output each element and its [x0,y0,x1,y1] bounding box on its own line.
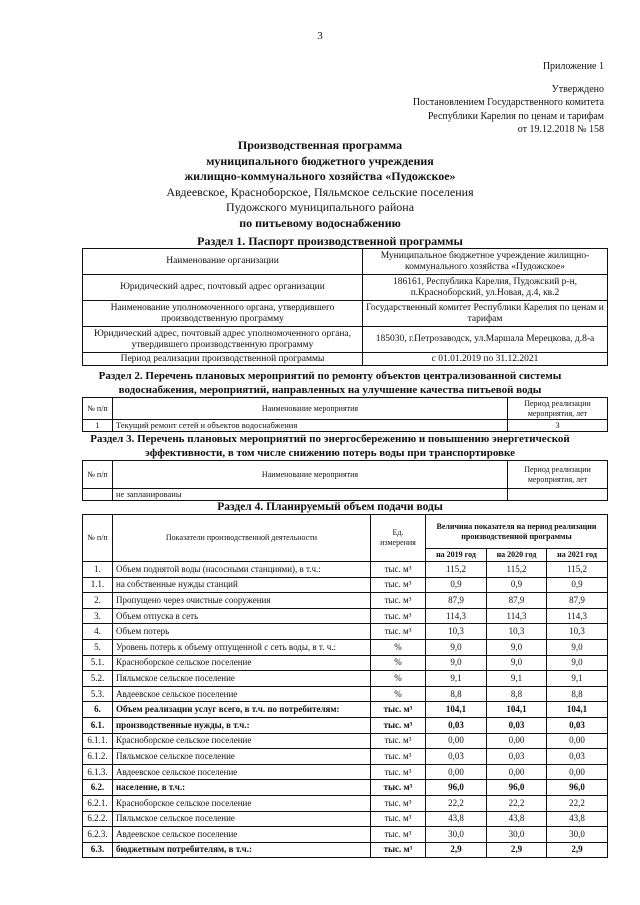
row-num: 5.1. [83,655,113,671]
row-num: 6.1. [83,717,113,733]
row-value: 9,0 [426,639,487,655]
row-num: 5.2. [83,671,113,687]
row-indicator: Объем потерь [113,624,371,640]
row-value: 115,2 [426,562,487,578]
row-value: 0,00 [487,764,547,780]
table-row [83,827,608,843]
row-unit: тыс. м³ [371,702,426,718]
title-line-6: по питьевому водоснабжению [239,215,401,230]
approved-label: Утверждено [551,83,604,95]
table-row [83,702,608,718]
col-period-header: Период реализации мероприятия, лет [508,461,608,489]
year-header: на 2021 год [547,549,608,562]
table-row [83,562,608,578]
row-value: 8,8 [487,686,547,702]
col-num-header: № п/п [83,515,113,562]
row-indicator: Пяльмское сельское поселение [113,749,371,765]
row-value: 43,8 [487,811,547,827]
row-value: 10,3 [426,624,487,640]
row-value: 22,2 [487,795,547,811]
row-value: 0,03 [487,749,547,765]
row-value: 9,0 [487,655,547,671]
row-value: 0,03 [426,749,487,765]
row-value: 43,8 [547,811,608,827]
measure-num: 1 [83,420,113,432]
row-value: 0,9 [426,577,487,593]
title-line-4: Авдеевское, Красноборское, Пяльмское сельские поселения [166,184,474,199]
passport-value: 186161, Республика Карелия, Пудожский р-н, п.Красноборский, ул.Новая, д.4, кв.2 [363,275,608,301]
section2-heading: Раздел 2. Перечень плановых мероприятий по ремонту объектов централизованной системы водоснабжения, мероприятий, направленных на улучшение качества питьевой воды [98,370,562,396]
approval-block [413,60,604,137]
row-value: 0,00 [487,733,547,749]
passport-label: Период реализации производственной программы [83,353,363,366]
row-value: 0,00 [426,733,487,749]
row-unit: % [371,655,426,671]
row-value: 104,1 [487,702,547,718]
row-num: 6.1.2. [83,749,113,765]
row-value: 9,0 [426,655,487,671]
row-indicator: Уровень потерь к объему отпущенной с сеть воды, в т. ч.: [113,639,371,655]
measure-period [508,489,608,501]
row-value: 43,8 [426,811,487,827]
passport-label: Юридический адрес, почтовый адрес уполномоченного органа, утвердившего производственную программу [83,327,363,353]
row-value: 96,0 [426,780,487,796]
row-value: 0,03 [547,717,608,733]
row-num: 6. [83,702,113,718]
col-num-header: № п/п [83,398,113,420]
table-row [83,275,608,301]
row-indicator: производственные нужды, в т.ч.: [113,717,371,733]
row-value: 96,0 [547,780,608,796]
row-value: 96,0 [487,780,547,796]
table-row [83,639,608,655]
row-value: 114,3 [547,608,608,624]
row-num: 5.3. [83,686,113,702]
row-unit: % [371,639,426,655]
row-unit: % [371,671,426,687]
col-value-header: Величина показателя на период реализации производственной программы [426,515,608,549]
row-indicator: Объем реализации услуг всего, в т.ч. по потребителям: [113,702,371,718]
row-num: 3. [83,608,113,624]
row-value: 114,3 [487,608,547,624]
row-value: 0,03 [426,717,487,733]
row-num: 6.2.2. [83,811,113,827]
table-row [83,842,608,858]
table-row [83,249,608,275]
row-value: 0,00 [547,764,608,780]
passport-value: Государственный комитет Республики Карелия по ценам и тарифам [363,301,608,327]
row-value: 114,3 [426,608,487,624]
row-unit: тыс. м³ [371,842,426,858]
table-row [83,717,608,733]
table-row [83,327,608,353]
table-row [83,686,608,702]
row-value: 30,0 [487,827,547,843]
row-value: 8,8 [426,686,487,702]
row-indicator: Пропущено через очистные сооружения [113,593,371,609]
row-num: 1. [83,562,113,578]
row-num: 5. [83,639,113,655]
row-value: 0,00 [547,733,608,749]
row-value: 22,2 [426,795,487,811]
row-unit: тыс. м³ [371,780,426,796]
row-indicator: Пяльмское сельское поселение [113,671,371,687]
row-unit: тыс. м³ [371,733,426,749]
water-supply-table [82,514,608,858]
approval-line-3: от 19.12.2018 № 158 [517,124,604,135]
row-value: 115,2 [487,562,547,578]
page-number: 3 [317,30,323,42]
col-unit-header: Ед. измерения [371,515,426,562]
table-row [83,811,608,827]
table-row [83,489,608,501]
row-indicator: Объем поднятой воды (насосными станциями), в т.ч.: [113,562,371,578]
row-value: 9,0 [487,639,547,655]
row-value: 87,9 [487,593,547,609]
measure-num [83,489,113,501]
row-unit: тыс. м³ [371,749,426,765]
measure-name: Текущий ремонт сетей и объектов водоснабжения [113,420,508,432]
row-num: 6.3. [83,842,113,858]
row-value: 2,9 [487,842,547,858]
table-row [83,593,608,609]
section3-heading: Раздел 3. Перечень плановых мероприятий по энергосбережению и повышению энергетической эффективности, в том числе снижению потерь воды при транспортировке [90,433,570,459]
row-value: 0,9 [487,577,547,593]
measure-name: не запланированы [113,489,508,501]
row-value: 10,3 [547,624,608,640]
row-value: 10,3 [487,624,547,640]
table-row [83,624,608,640]
row-num: 2. [83,593,113,609]
row-value: 2,9 [547,842,608,858]
title-line-5: Пудожского муниципального района [225,200,415,214]
row-indicator: Красноборское сельское поселение [113,795,371,811]
row-unit: тыс. м³ [371,717,426,733]
row-value: 0,03 [487,717,547,733]
passport-value: 185030, г.Петрозаводск, ул.Маршала Мерецкова, д.8-а [363,327,608,353]
row-num: 6.2.3. [83,827,113,843]
col-num-header: № п/п [83,461,113,489]
row-num: 6.1.3. [83,764,113,780]
row-unit: тыс. м³ [371,593,426,609]
row-unit: тыс. м³ [371,562,426,578]
table-row [83,301,608,327]
row-num: 1.1. [83,577,113,593]
col-period-header: Период реализации мероприятия, лет [508,398,608,420]
row-value: 115,2 [547,562,608,578]
row-value: 30,0 [426,827,487,843]
row-indicator: на собственные нужды станций [113,577,371,593]
table-row [83,577,608,593]
row-value: 22,2 [547,795,608,811]
row-num: 6.2. [83,780,113,796]
row-value: 0,9 [547,577,608,593]
year-header: на 2020 год [487,549,547,562]
col-name-header: Наименование мероприятия [113,398,508,420]
table-row [83,733,608,749]
table-row [83,608,608,624]
row-unit: тыс. м³ [371,577,426,593]
title-line-3: жилищно-коммунального хозяйства «Пудожское» [184,169,456,183]
row-indicator: население, в т.ч.: [113,780,371,796]
section1-heading: Раздел 1. Паспорт производственной программы [197,234,463,248]
table-row [83,795,608,811]
row-value: 87,9 [426,593,487,609]
table-row [83,671,608,687]
year-header: на 2019 год [426,549,487,562]
table-row [83,749,608,765]
title-line-2: муниципального бюджетного учреждения [206,153,434,168]
passport-value: с 01.01.2019 по 31.12.2021 [363,353,608,366]
energy-measures-table [82,460,608,501]
passport-label: Юридический адрес, почтовый адрес организации [83,275,363,301]
table-row [83,353,608,366]
row-unit: тыс. м³ [371,827,426,843]
passport-label: Наименование уполномоченного органа, утвердившего производственную программу [83,301,363,327]
row-num: 6.1.1. [83,733,113,749]
table-row [83,764,608,780]
passport-value: Муниципальное бюджетное учреждение жилищно-коммунального хозяйства «Пудожское» [363,249,608,275]
row-indicator: бюджетным потребителям, в т.ч.: [113,842,371,858]
passport-label: Наименование организации [83,249,363,275]
row-value: 9,0 [547,639,608,655]
row-value: 9,0 [547,655,608,671]
row-unit: тыс. м³ [371,811,426,827]
row-value: 9,1 [426,671,487,687]
row-unit: тыс. м³ [371,764,426,780]
row-unit: тыс. м³ [371,795,426,811]
row-value: 0,03 [547,749,608,765]
measure-period: 3 [508,420,608,432]
row-value: 8,8 [547,686,608,702]
document-title [0,138,640,231]
row-value: 9,1 [487,671,547,687]
attachment-label: Приложение 1 [542,61,604,72]
section4-heading: Раздел 4. Планируемый объем подачи воды [217,501,443,513]
row-unit: тыс. м³ [371,624,426,640]
table-row [83,420,608,432]
row-value: 87,9 [547,593,608,609]
row-value: 30,0 [547,827,608,843]
approval-line-1: Постановлением Государственного комитета [412,97,604,108]
row-indicator: Пяльмское сельское поселение [113,811,371,827]
col-indicator-header: Показатели производственной деятельности [113,515,371,562]
row-indicator: Объем отпуска в сеть [113,608,371,624]
row-value: 104,1 [426,702,487,718]
col-name-header: Наименование мероприятия [113,461,508,489]
row-unit: тыс. м³ [371,608,426,624]
approval-line-2: Республики Карелия по ценам и тарифам [427,110,604,122]
row-indicator: Авдеевское сельское поселение [113,764,371,780]
row-indicator: Авдеевское сельское поселение [113,827,371,843]
row-value: 9,1 [547,671,608,687]
row-value: 0,00 [426,764,487,780]
row-unit: % [371,686,426,702]
passport-table [82,248,608,366]
repair-measures-table [82,397,608,432]
table-row [83,780,608,796]
row-value: 104,1 [547,702,608,718]
row-indicator: Красноборское сельское поселение [113,733,371,749]
row-indicator: Авдеевское сельское поселение [113,686,371,702]
table-row [83,655,608,671]
title-line-1: Производственная программа [237,138,403,152]
row-num: 6.2.1. [83,795,113,811]
row-indicator: Красноборское сельское поселение [113,655,371,671]
row-value: 2,9 [426,842,487,858]
row-num: 4. [83,624,113,640]
